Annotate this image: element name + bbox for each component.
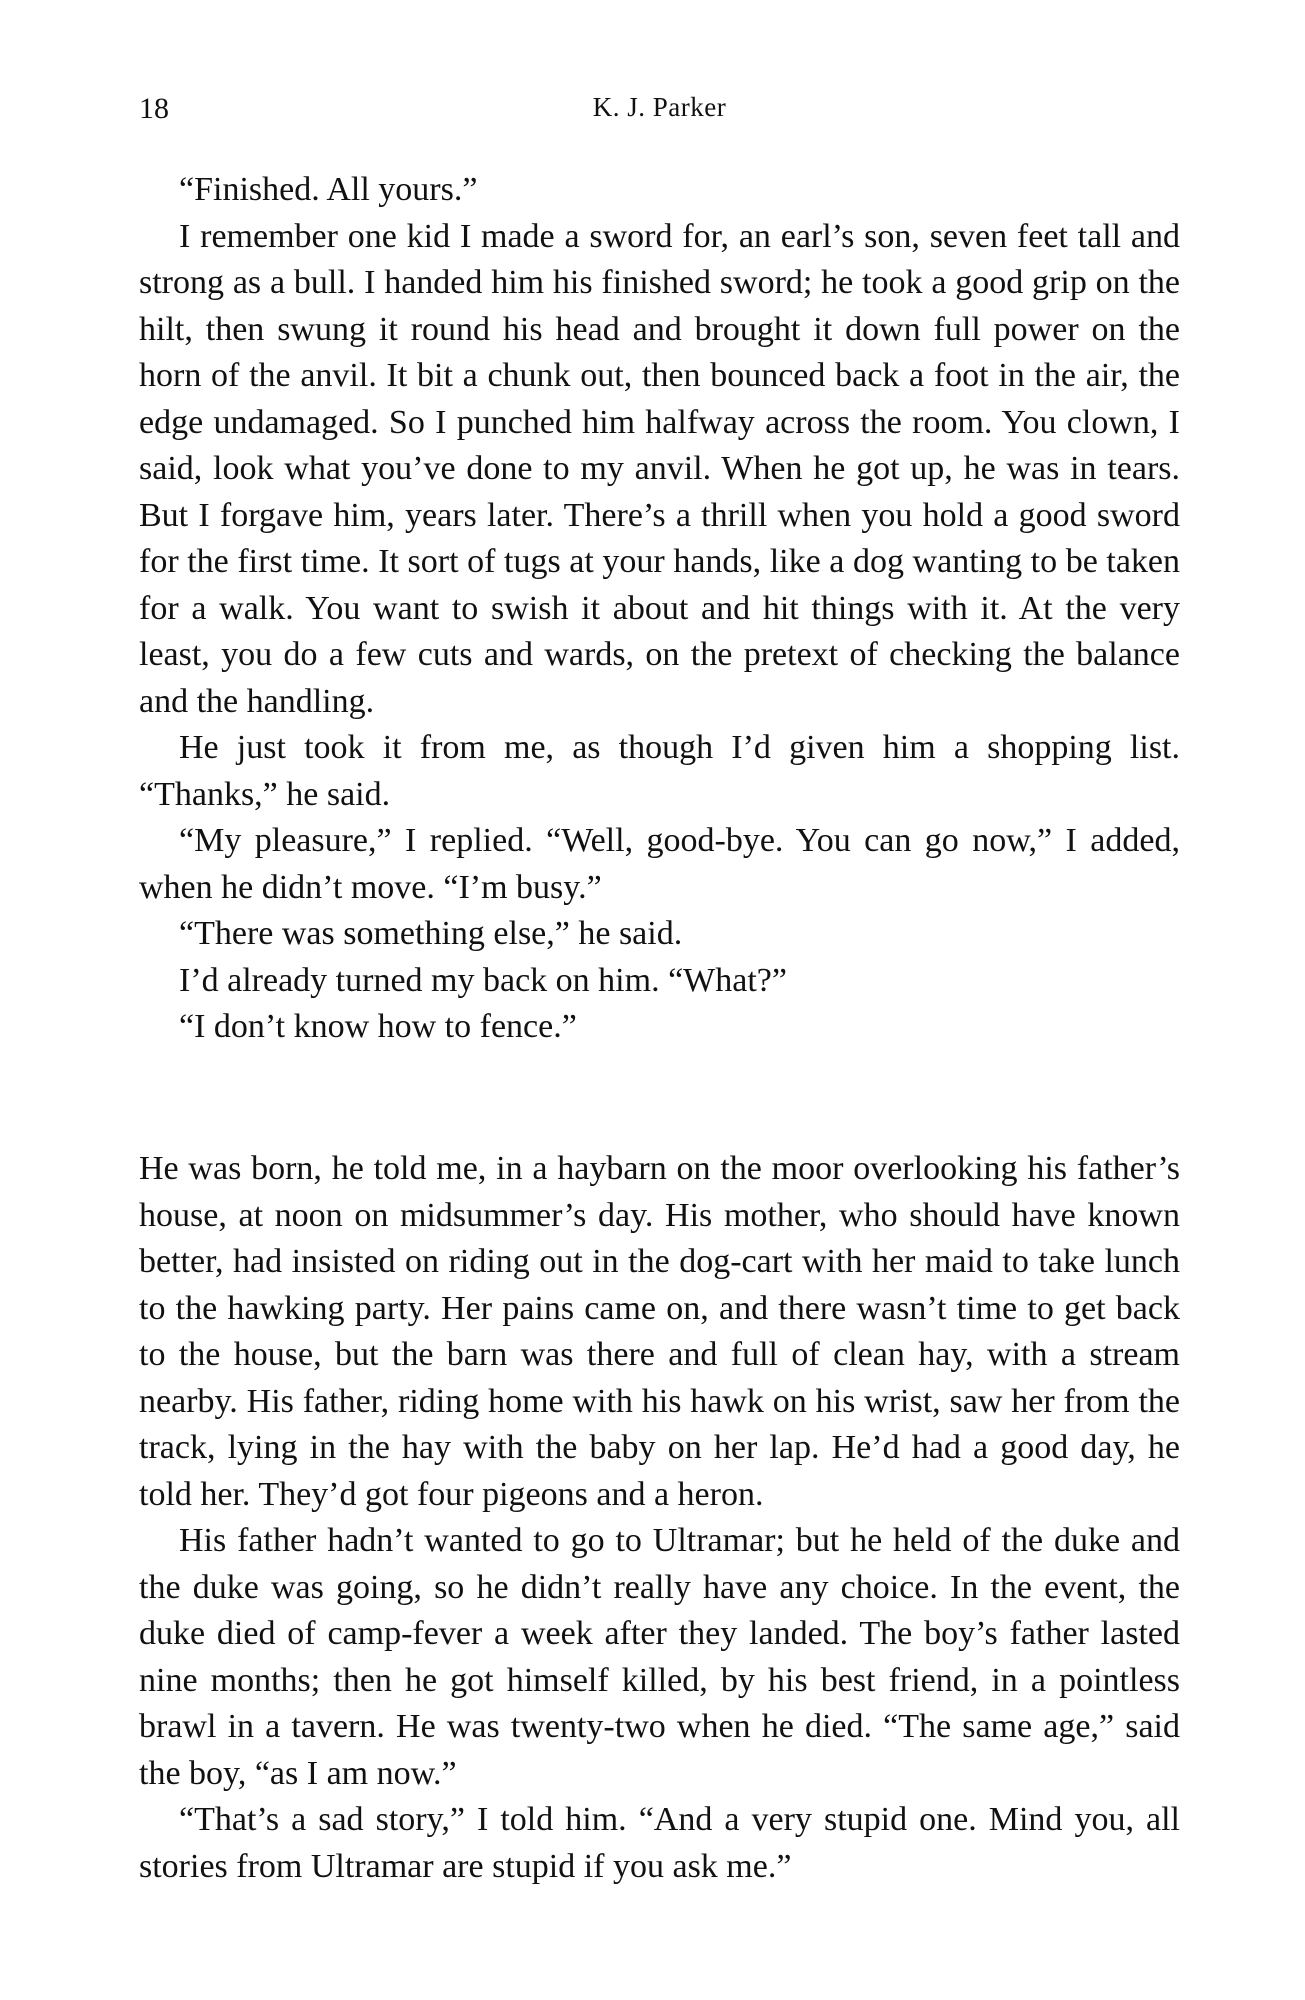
paragraph: “There was something else,” he said. [179, 915, 683, 952]
paragraph: He just took it from me, as though I’d given him a shopping list. “Thanks,” he said. [139, 729, 1180, 813]
text-section-2 [139, 1146, 1180, 1890]
page-number: 18 [139, 92, 169, 125]
text-section-1 [139, 167, 1180, 1051]
paragraph: “That’s a sad story,” I told him. “And a very stupid one. Mind you, all stories from Ultramar are stupid if you ask me.” [139, 1801, 1180, 1885]
paragraph: I’d already turned my back on him. “What?” [179, 961, 787, 999]
running-head: K. J. Parker [592, 92, 727, 122]
page-header [139, 92, 1180, 132]
paragraph: I remember one kid I made a sword for, an earl’s son, seven feet tall and strong as a bull. I handed him his finished sword; he took a good grip on the hilt, then swung it round his head and brought it down full power on the horn of the anvil. It bit a chunk out, then bounced back a foot in the air, the edge undamaged. So I punched him halfway across the room. You clown, I said, look what you’ve done to my anvil. When he got up, he was in tears. But I forgave him, years later. There’s a thrill when you hold a good sword for the first time. It sort of tugs at your hands, like a dog wanting to be taken for a walk. You want to swish it about and hit things with it. At the very least, you do a few cuts and wards, on the pretext of checking the balance and the handling. [139, 217, 1180, 720]
paragraph: “I don’t know how to fence.” [179, 1008, 577, 1045]
paragraph: He was born, he told me, in a haybarn on the moor overlooking his father’s house, at noon on midsummer’s day. His mother, who should have known better, had insisted on riding out in the dog-cart with her maid to take lunch to the hawking party. Her pains came on, and there wasn’t time to get back to the house, but the barn was there and full of clean hay, with a stream nearby. His father, riding home with his hawk on his wrist, saw her from the track, lying in the hay with the baby on her lap. He’d had a good day, he told her. They’d got four pigeons and a heron. [139, 1150, 1180, 1513]
paragraph: “Finished. All yours.” [179, 171, 478, 208]
paragraph: “My pleasure,” I replied. “Well, good-bye. You can go now,” I added, when he didn’t move. “I’m busy.” [139, 822, 1180, 906]
paragraph: His father hadn’t wanted to go to Ultramar; but he held of the duke and the duke was going, so he didn’t really have any choice. In the event, the duke died of camp-fever a week after they landed. The boy’s father lasted nine months; then he got himself killed, by his best friend, in a pointless brawl in a tavern. He was twenty-two when he died. “The same age,” said the boy, “as I am now.” [139, 1522, 1180, 1792]
